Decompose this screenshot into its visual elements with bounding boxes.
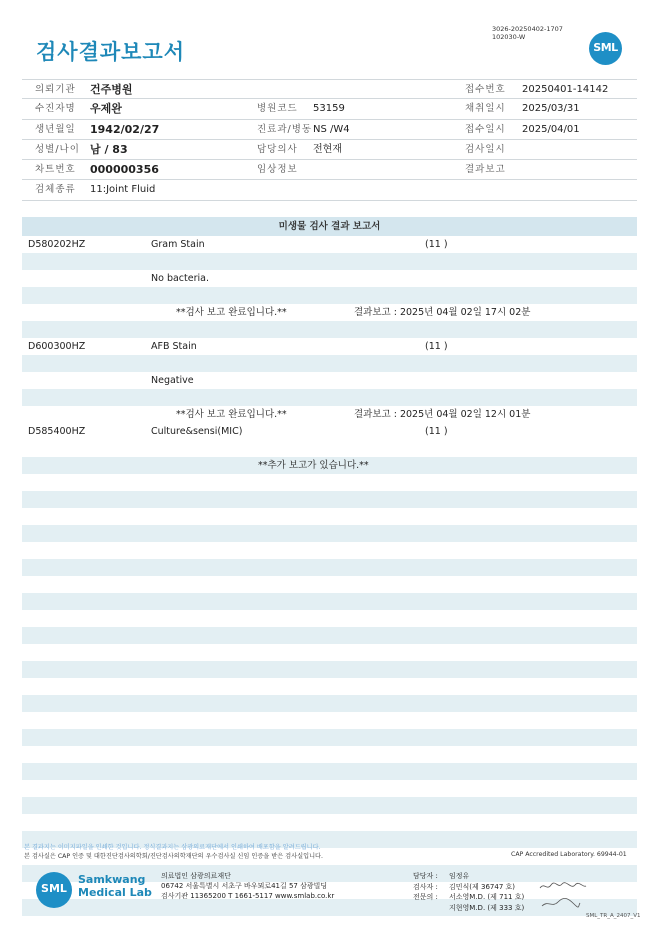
table-row <box>22 695 637 712</box>
collect-date-label: 채취일시 <box>465 103 506 115</box>
chart-no-label: 차트번호 <box>35 164 76 176</box>
signature-icon <box>538 880 588 892</box>
brand-name: Samkwang Medical Lab <box>78 873 152 899</box>
table-row <box>22 746 637 763</box>
sml-logo-icon: SML <box>36 872 72 908</box>
patient-name-label: 수진자명 <box>35 103 76 115</box>
info-row <box>22 140 637 160</box>
dept-value: NS /W4 <box>313 123 350 135</box>
clinical-info-label: 임상정보 <box>257 164 298 176</box>
patient-name-value: 우제완 <box>90 102 122 116</box>
test-name: AFB Stain <box>151 341 197 352</box>
staff-labels: 담당자 : 검사자 : 전문의 : <box>413 872 438 901</box>
table-row <box>22 338 637 355</box>
table-row <box>22 627 637 644</box>
patient-info-table <box>22 79 637 201</box>
lab-address: 의료법인 삼광의료재단 06742 서울특별시 서초구 바우뫼로41길 57 삼광빌딩 검사기관 11365200 T 1661-5117 www.smlab.co.kr <box>161 872 335 900</box>
table-row <box>22 372 637 389</box>
table-row <box>22 423 637 440</box>
receipt-date-value: 2025/04/01 <box>522 123 580 135</box>
sex-age-value: 남 / 83 <box>90 142 128 156</box>
additional-report-note: **추가 보고가 있습니다.** <box>258 460 369 471</box>
results-table-title: 미생물 검사 결과 보고서 <box>22 217 637 236</box>
table-row <box>22 253 637 270</box>
chart-no-value: 000000356 <box>90 163 159 177</box>
table-row <box>22 304 637 321</box>
footer-note-certification: 본 검사실은 CAP 인증 및 대한진단검사의학회/진단검사의학재단의 우수검사실 신임 인증을 받은 검사실입니다. <box>24 853 323 860</box>
hospital-value: 건주병원 <box>90 83 133 96</box>
specimen-code: (11 ) <box>425 239 448 250</box>
table-row <box>22 576 637 593</box>
table-row <box>22 542 637 559</box>
table-row <box>22 610 637 627</box>
table-row <box>22 763 637 780</box>
table-row <box>22 712 637 729</box>
cap-accreditation: CAP Accredited Laboratory. 69944-01 <box>511 851 627 858</box>
table-row <box>22 559 637 576</box>
collect-date-value: 2025/03/31 <box>522 103 580 115</box>
test-code: D600300HZ <box>28 341 86 352</box>
info-row <box>22 99 637 119</box>
table-row <box>22 661 637 678</box>
test-result: Negative <box>151 375 194 386</box>
report-complete: **검사 보고 완료입니다.** <box>176 409 287 420</box>
signature-icon <box>540 896 582 910</box>
report-time: 결과보고 : 2025년 04월 02일 17시 02분 <box>354 307 531 318</box>
report-complete: **검사 보고 완료입니다.** <box>176 307 287 318</box>
hospital-code-value: 53159 <box>313 103 345 115</box>
table-row <box>22 270 637 287</box>
sex-age-label: 성별/나이 <box>35 143 80 155</box>
info-row <box>22 120 637 140</box>
table-row <box>22 678 637 695</box>
test-result: No bacteria. <box>151 273 209 284</box>
hospital-code-label: 병원코드 <box>257 103 298 115</box>
page-title: 검사결과보고서 <box>36 40 186 64</box>
table-row <box>22 508 637 525</box>
receipt-no-label: 접수번호 <box>465 84 506 95</box>
dob-label: 생년월일 <box>35 123 76 135</box>
physician-label: 담당의사 <box>257 143 298 155</box>
table-row <box>22 474 637 491</box>
form-code: SML_TR_A_2407_V1 <box>586 913 641 919</box>
specimen-code: (11 ) <box>425 426 448 437</box>
test-name: Culture&sensi(MIC) <box>151 426 243 437</box>
specimen-label: 검체종류 <box>35 184 76 196</box>
results-table <box>22 217 637 916</box>
table-row <box>22 457 637 474</box>
table-row <box>22 440 637 457</box>
staff-names: 임정유 김민식(제 36747 호) 서소영M.D. (제 711 호) 지현영M.D. (제 333 호) <box>449 872 525 912</box>
table-row <box>22 321 637 338</box>
specimen-value: 11:Joint Fluid <box>90 184 156 196</box>
physician-value: 전현재 <box>313 143 342 155</box>
table-row <box>22 236 637 253</box>
table-row <box>22 525 637 542</box>
table-row <box>22 287 637 304</box>
table-row <box>22 355 637 372</box>
document-id: 3026-20250402-1707 102030-W <box>492 25 563 41</box>
test-name: Gram Stain <box>151 239 205 250</box>
test-code: D580202HZ <box>28 239 86 250</box>
table-row <box>22 780 637 797</box>
hospital-label: 의뢰기관 <box>35 84 76 95</box>
table-row <box>22 406 637 423</box>
sml-logo-icon: SML <box>589 32 622 65</box>
test-date-label: 검사일시 <box>465 143 506 155</box>
table-row <box>22 797 637 814</box>
info-row <box>22 160 637 180</box>
info-row <box>22 79 637 99</box>
footer-note-print: 본 결과지는 이미지파일을 인쇄한 것입니다. 정식결과지는 삼광의료재단에서 인쇄하여 배포함을 알려드립니다. <box>24 844 321 851</box>
table-row <box>22 491 637 508</box>
test-code: D585400HZ <box>28 426 86 437</box>
specimen-code: (11 ) <box>425 341 448 352</box>
table-row <box>22 814 637 831</box>
table-row <box>22 729 637 746</box>
table-row <box>22 593 637 610</box>
report-time: 결과보고 : 2025년 04월 02일 12시 01분 <box>354 409 531 420</box>
dob-value: 1942/02/27 <box>90 122 160 136</box>
dept-label: 진료과/병동 <box>257 123 313 135</box>
result-report-label: 결과보고 <box>465 164 506 176</box>
table-row <box>22 389 637 406</box>
table-row <box>22 644 637 661</box>
info-row <box>22 180 637 200</box>
receipt-no-value: 20250401-14142 <box>522 84 609 95</box>
receipt-date-label: 접수일시 <box>465 123 506 135</box>
